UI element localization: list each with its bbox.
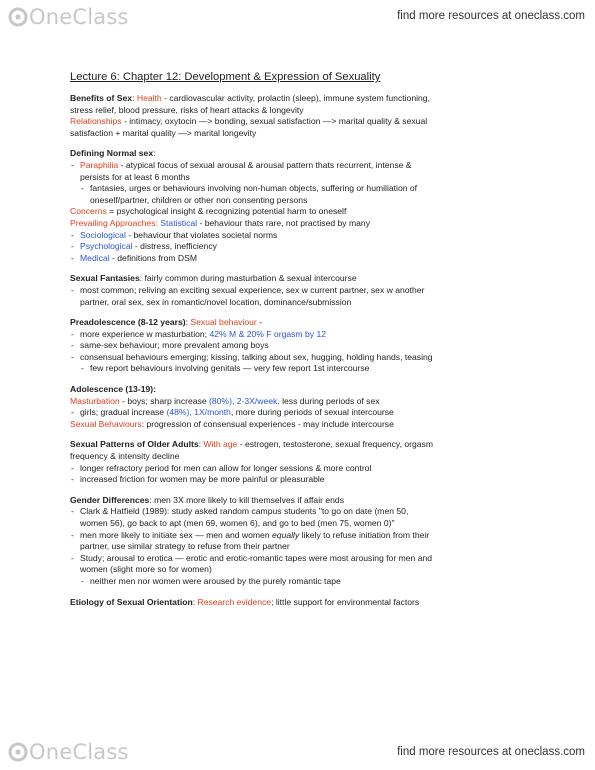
page-footer: [0, 736, 595, 770]
paraphilia-text: - atypical focus of sexual arousal & arousal pattern thats recurrent, intense &: [118, 159, 412, 170]
statistical-text: - behaviour thats rare, not practised by many: [197, 217, 370, 228]
etiology-heading: Etiology of Sexual Orientation: [70, 596, 193, 607]
psychological-label: Psychological: [80, 241, 133, 252]
oneclass-logo[interactable]: [8, 5, 129, 29]
fantasies-heading: Sexual Fantasies: [70, 273, 140, 284]
footer-logo-text: OneClass: [29, 740, 129, 764]
section-benefits: [70, 93, 530, 139]
section-older-adults: [70, 439, 530, 485]
paraphilia-item: [70, 160, 530, 172]
sexual-behaviours-text: : progression of consensual experiences - may include intercourse: [141, 418, 394, 429]
etiology-text: ; little support for environmental factors: [271, 596, 420, 607]
masturbation-line: [70, 396, 530, 408]
sexual-behaviours-line: [70, 419, 530, 431]
sexual-behaviours-label: Sexual Behaviours: [70, 418, 142, 429]
masturbation-label: Masturbation: [70, 395, 120, 406]
benefits-heading: Benefits of Sex: [70, 93, 133, 103]
preadolescence-heading: Preadolescence (8-12 years): [70, 317, 186, 328]
fantasies-item-2: partner, oral sex, sex in romantic/novel location, dominance/submission: [80, 296, 352, 307]
health-text-2: stress relief, blood pressure, risks of heart attacks & longevity: [70, 104, 304, 115]
paraphilia-text-2: persists for at least 6 months: [80, 171, 190, 182]
sociological-text: - behaviour that violates societal norms: [125, 229, 278, 240]
gender-text: : men 3X more likely to kill themselves if affair ends: [149, 494, 345, 505]
adolescence-heading: Adolescence (13-19): [70, 384, 154, 395]
adolescence-heading-line: Adolescence (13-19):: [70, 384, 156, 395]
psychological-text: - distress, inefficiency: [132, 241, 217, 252]
relationships-line: [70, 116, 530, 128]
fantasies-item: - most common; reliving an exciting sexual experience, sex w current partner, sex w another: [70, 285, 530, 297]
older-heading: Sexual Patterns of Older Adults: [70, 439, 199, 450]
medical-item: [70, 253, 530, 265]
gender-heading: Gender Differences: [70, 494, 150, 505]
paraphilia-sub-item-2: oneself/partner, children or other non consenting persons: [90, 194, 308, 205]
footer-resources-link[interactable]: find more resources at oneclass.com: [397, 746, 585, 758]
preado-item-1: [70, 329, 530, 341]
gender-heading-line: [70, 495, 530, 507]
fantasies-heading-line: [70, 273, 530, 285]
gender-item-3: - Study; arousal to erotica — erotic and erotic-romantic tapes were most arousing for men and: [70, 553, 530, 565]
section-defining-normal: [70, 148, 530, 264]
oneclass-footer-logo-icon: [8, 742, 28, 762]
gender-item-1: - Clark & Hatfield (1989): study asked random campus students "to go on date (men 50,: [70, 506, 530, 518]
medical-text: - definitions from DSM: [109, 252, 198, 263]
page-header: [0, 0, 595, 34]
preado-item-2: - same-sex behaviour; more prevalent among boys: [70, 340, 530, 352]
gender-item-3-cont: women (slight more so for women): [80, 564, 212, 575]
gender-item-2-cont: partner, use similar strategy to refuse from their partner: [80, 541, 290, 552]
page-title: Lecture 6: Chapter 12: Development & Expression of Sexuality: [70, 71, 381, 83]
paraphilia-sub-item: - fantasies, urges or behaviours involving non-human objects, suffering or humiliation of: [70, 183, 530, 195]
statistical-label: Statistical: [160, 217, 198, 228]
research-evidence-label: Research evidence: [197, 596, 272, 607]
masturbation-text-2: . less during periods of sex: [277, 395, 380, 406]
defining-normal-heading: Defining Normal sex: [70, 148, 154, 159]
health-label: Health: [136, 93, 162, 103]
fantasies-text: : fairly common during masturbation & sexual intercourse: [139, 273, 357, 284]
header-resources-link[interactable]: find more resources at oneclass.com: [397, 10, 585, 22]
preado-item-3: - consensual behaviours emerging; kissing, talking about sex, hugging, holding hands, teasing: [70, 352, 530, 364]
gender-item-2-text-2: likely to refuse initiation from their: [299, 529, 430, 540]
preado-orgasm-stat: 42% M & 20% F orgasm by 12: [209, 328, 326, 339]
girls-item: [70, 407, 530, 419]
oneclass-logo-icon: [8, 7, 28, 27]
with-age-label: With age: [203, 439, 238, 450]
older-heading-line: Sexual Patterns of Older Adults: With age - estrogen, testosterone, sexual frequency, orgasm: [70, 439, 434, 450]
gender-sub-item: - neither men nor women were aroused by the purely romantic tape: [70, 576, 530, 588]
gender-item-1-cont: women 56), go back to apt (men 69, women 6), and go to bed (men 75, women 0)": [80, 518, 395, 528]
concerns-line: [70, 206, 530, 218]
girls-text: girls; gradual increase: [80, 407, 167, 418]
older-item-1: - longer refractory period for men can allow for longer sessions & more control: [70, 463, 530, 475]
section-sexual-fantasies: [70, 273, 530, 308]
health-text: - cardiovascular activity, prolactin (sleep), immune system functioning,: [161, 93, 430, 103]
section-preadolescence: [70, 317, 530, 375]
prevailing-line: [70, 218, 530, 230]
section-gender-differences: [70, 495, 530, 588]
older-text-2: frequency & intensity decline: [70, 451, 180, 462]
masturbation-text: - boys; sharp increase: [119, 395, 210, 406]
lecture-notes: [70, 70, 530, 615]
preado-sub-item: - few report behaviours involving genitals — very few report 1st intercourse: [70, 363, 530, 375]
older-text: - estrogen, testosterone, sexual frequency, orgasm: [237, 439, 434, 450]
older-item-2: - increased friction for women may be more painful or pleasurable: [70, 474, 530, 486]
psychological-item: [70, 241, 530, 253]
relationships-label: Relationships: [70, 116, 122, 127]
sociological-item: [70, 230, 530, 242]
preadolescence-heading-line: Preadolescence (8-12 years): Sexual behaviour -: [70, 317, 263, 328]
oneclass-footer-logo[interactable]: [8, 740, 129, 764]
preadolescence-label: Sexual behaviour: [190, 317, 257, 328]
section-adolescence: [70, 384, 530, 430]
defining-normal-heading-line: Defining Normal sex:: [70, 148, 156, 159]
medical-label: Medical: [80, 252, 110, 263]
gender-item-2-emphasis: equally: [272, 529, 300, 540]
paraphilia-label: Paraphilia: [80, 159, 119, 170]
relationships-text-2: satisfaction + marital quality —> marital longevity: [70, 127, 257, 138]
benefits-health-line: Benefits of Sex: Health - cardiovascular activity, prolactin (sleep), immune system functioning,: [70, 93, 430, 103]
masturbation-stat: (80%), 2-3X/week: [209, 395, 278, 406]
gender-item-2-text: men more likely to initiate sex — men and women: [80, 529, 273, 540]
girls-stat: (48%), 1X/month: [166, 407, 231, 418]
prevailing-label: Prevailing Approaches:: [70, 217, 158, 228]
section-etiology: [70, 597, 530, 609]
relationships-text: - intimacy, oxytocin —> bonding, sexual satisfaction —> marital quality & sexual: [121, 116, 428, 127]
concerns-text: = psychological insight & recognizing potential harm to oneself: [106, 206, 347, 217]
logo-text: OneClass: [29, 5, 129, 29]
girls-text-2: , more during periods of sexual intercourse: [230, 407, 394, 418]
concerns-label: Concerns: [70, 206, 107, 217]
preado-item-1-text: more experience w masturbation;: [80, 328, 210, 339]
sociological-label: Sociological: [80, 229, 126, 240]
etiology-line: Etiology of Sexual Orientation: Research evidence; little support for environmental factors: [70, 596, 420, 607]
gender-item-2: [70, 530, 530, 542]
